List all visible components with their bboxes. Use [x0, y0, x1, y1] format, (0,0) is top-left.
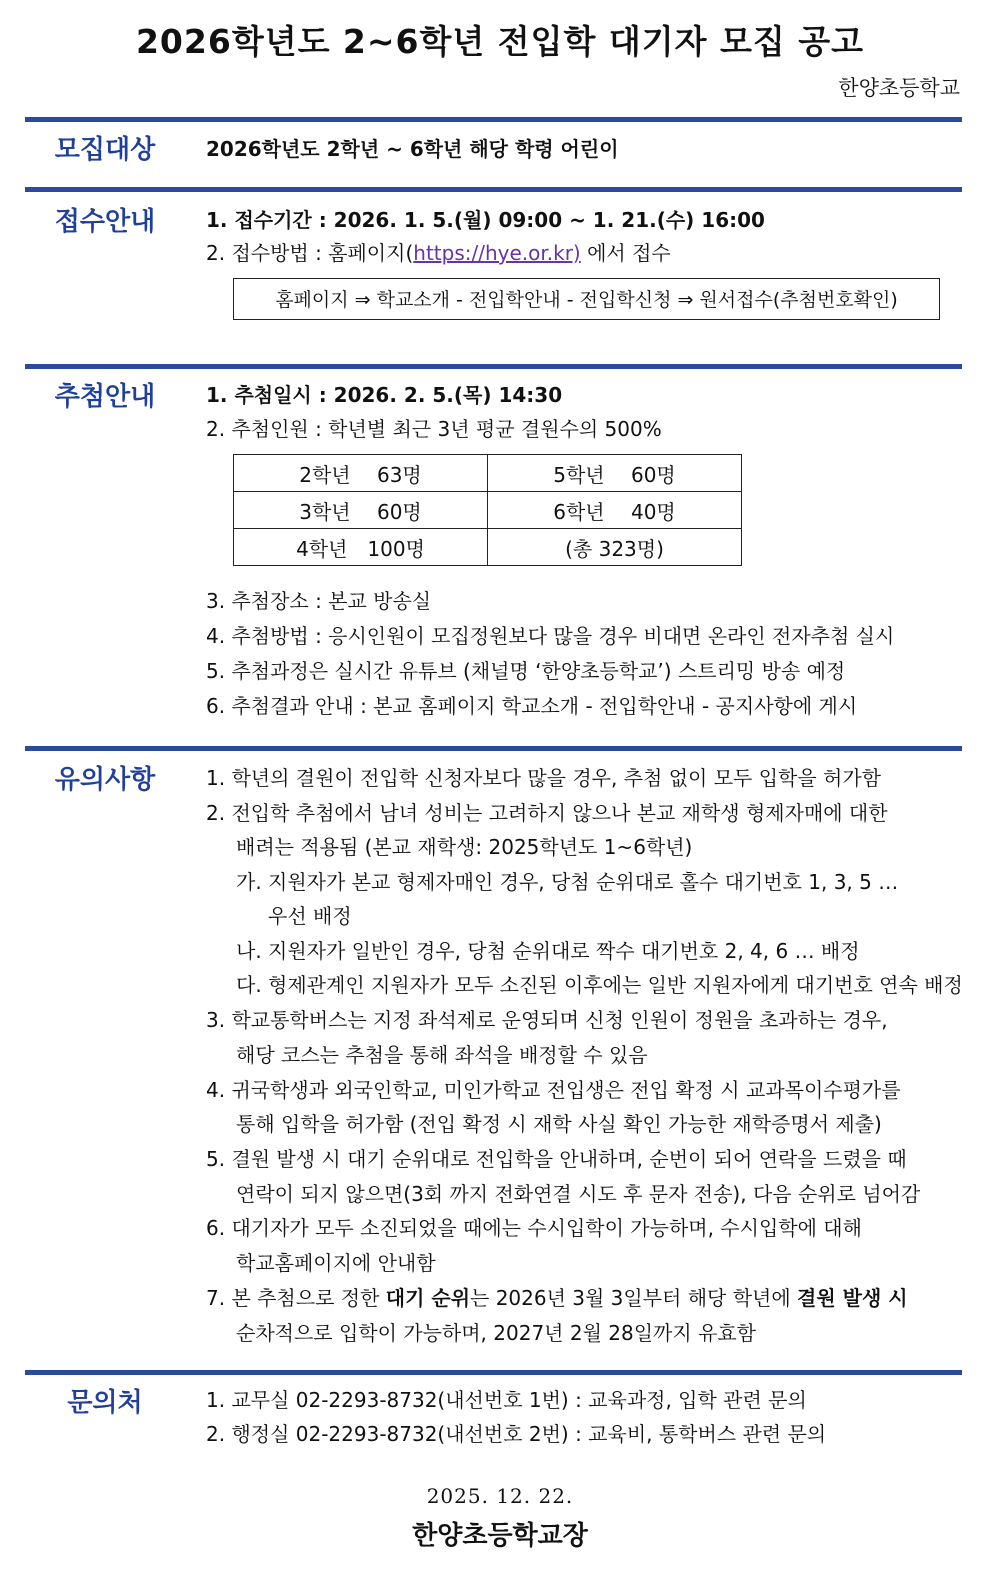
- table-row: [234, 529, 742, 566]
- contact-line: 2. 행정실 02-2293-8732(내선번호 2번) : 교육비, 통학버스 관련 문의: [206, 1422, 827, 1446]
- table-row: [234, 492, 742, 529]
- note-line: 7. 본 추첨으로 정한 대기 순위는 2026년 3월 3일부터 해당 학년에 결원 발생 시: [206, 1286, 908, 1310]
- note-line: 2. 전입학 추첨에서 남녀 성비는 고려하지 않으나 본교 재학생 형제자매에 대한: [206, 801, 888, 825]
- reception-method: 2. 접수방법 : 홈페이지(https://hye.or.kr) 에서 접수: [206, 241, 671, 265]
- reception-period: 1. 접수기간 : 2026. 1. 5.(월) 09:00 ~ 1. 21.(수) 16:00: [206, 208, 765, 232]
- section-divider: [25, 1370, 962, 1375]
- application-path-box: 홈페이지 ⇒ 학교소개 - 전입학안내 - 전입학신청 ⇒ 원서접수(추첨번호확인): [233, 278, 940, 320]
- note-line: 순차적으로 입학이 가능하며, 2027년 2월 28일까지 유효함: [236, 1321, 756, 1345]
- table-cell: 5학년 60명: [488, 455, 742, 492]
- target-text: 2026학년도 2학년 ~ 6학년 해당 학령 어린이: [206, 137, 619, 161]
- table-cell: 6학년 40명: [488, 492, 742, 529]
- section-label-reception: 접수안내: [54, 207, 156, 237]
- note-line: 학교홈페이지에 안내함: [236, 1251, 436, 1275]
- lottery-stream: 5. 추첨과정은 실시간 유튜브 (채널명 ‘한양초등학교’) 스트리밍 방송 예정: [206, 659, 846, 683]
- section-label-target: 모집대상: [54, 135, 156, 165]
- contact-line: 1. 교무실 02-2293-8732(내선번호 1번) : 교육과정, 입학 관련 문의: [206, 1388, 807, 1412]
- section-label-notes: 유의사항: [54, 765, 156, 795]
- lottery-datetime: 1. 추첨일시 : 2026. 2. 5.(목) 14:30: [206, 383, 563, 407]
- section-divider: [25, 364, 962, 369]
- note-line: 나. 지원자가 일반인 경우, 당첨 순위대로 짝수 대기번호 2, 4, 6 … 배정: [236, 939, 860, 963]
- note-line: 통해 입학을 허가함 (전입 확정 시 재학 사실 확인 가능한 재학증명서 제출): [236, 1112, 882, 1136]
- note-line: 5. 결원 발생 시 대기 순위대로 전입학을 안내하며, 순번이 되어 연락을 드렸을 때: [206, 1147, 907, 1171]
- note-line: 6. 대기자가 모두 소진되었을 때에는 수시입학이 가능하며, 수시입학에 대해: [206, 1216, 862, 1240]
- table-cell: (총 323명): [488, 529, 742, 566]
- note-line: 연락이 되지 않으면(3회 까지 전화연결 시도 후 문자 전송), 다음 순위로 넘어감: [236, 1182, 921, 1206]
- note-line: 4. 귀국학생과 외국인학교, 미인가학교 전입생은 전입 확정 시 교과목이수평가를: [206, 1078, 901, 1102]
- lottery-method: 4. 추첨방법 : 응시인원이 모집정원보다 많을 경우 비대면 온라인 전자추첨 실시: [206, 624, 895, 648]
- note-line: 다. 형제관계인 지원자가 모두 소진된 이후에는 일반 지원자에게 대기번호 연속 배정: [236, 973, 963, 997]
- homepage-link[interactable]: https://hye.or.kr): [413, 241, 581, 265]
- page-title: 2026학년도 2~6학년 전입학 대기자 모집 공고: [135, 22, 865, 61]
- section-label-contact: 문의처: [67, 1388, 143, 1418]
- note-line: 배려는 적용됨 (본교 재학생: 2025학년도 1~6학년): [236, 835, 693, 859]
- note-line: 우선 배정: [268, 904, 352, 928]
- section-label-lottery: 추첨안내: [54, 382, 156, 412]
- note-line: 가. 지원자가 본교 형제자매인 경우, 당첨 순위대로 홀수 대기번호 1, 3, 5 …: [236, 870, 899, 894]
- note-line: 3. 학교통학버스는 지정 좌석제로 운영되며 신청 인원이 정원을 초과하는 경우,: [206, 1008, 888, 1032]
- section-divider: [25, 187, 962, 192]
- note-line: 해당 코스는 추첨을 통해 좌석을 배정할 수 있음: [236, 1043, 648, 1067]
- school-name: 한양초등학교: [838, 76, 960, 100]
- note-line: 1. 학년의 결원이 전입학 신청자보다 많을 경우, 추첨 없이 모두 입학을 허가함: [206, 766, 881, 790]
- section-divider: [25, 746, 962, 751]
- table-cell: 4학년 100명: [234, 529, 488, 566]
- lottery-quota: 2. 추첨인원 : 학년별 최근 3년 평균 결원수의 500%: [206, 417, 662, 441]
- quota-table: [233, 454, 742, 566]
- signature: 한양초등학교장: [412, 1521, 588, 1551]
- table-cell: 3학년 60명: [234, 492, 488, 529]
- table-cell: 2학년 63명: [234, 455, 488, 492]
- notice-date: 2025. 12. 22.: [426, 1484, 574, 1508]
- lottery-result: 6. 추첨결과 안내 : 본교 홈페이지 학교소개 - 전입학안내 - 공지사항에 게시: [206, 694, 858, 718]
- lottery-place: 3. 추첨장소 : 본교 방송실: [206, 589, 432, 613]
- table-row: [234, 455, 742, 492]
- section-divider: [25, 117, 962, 122]
